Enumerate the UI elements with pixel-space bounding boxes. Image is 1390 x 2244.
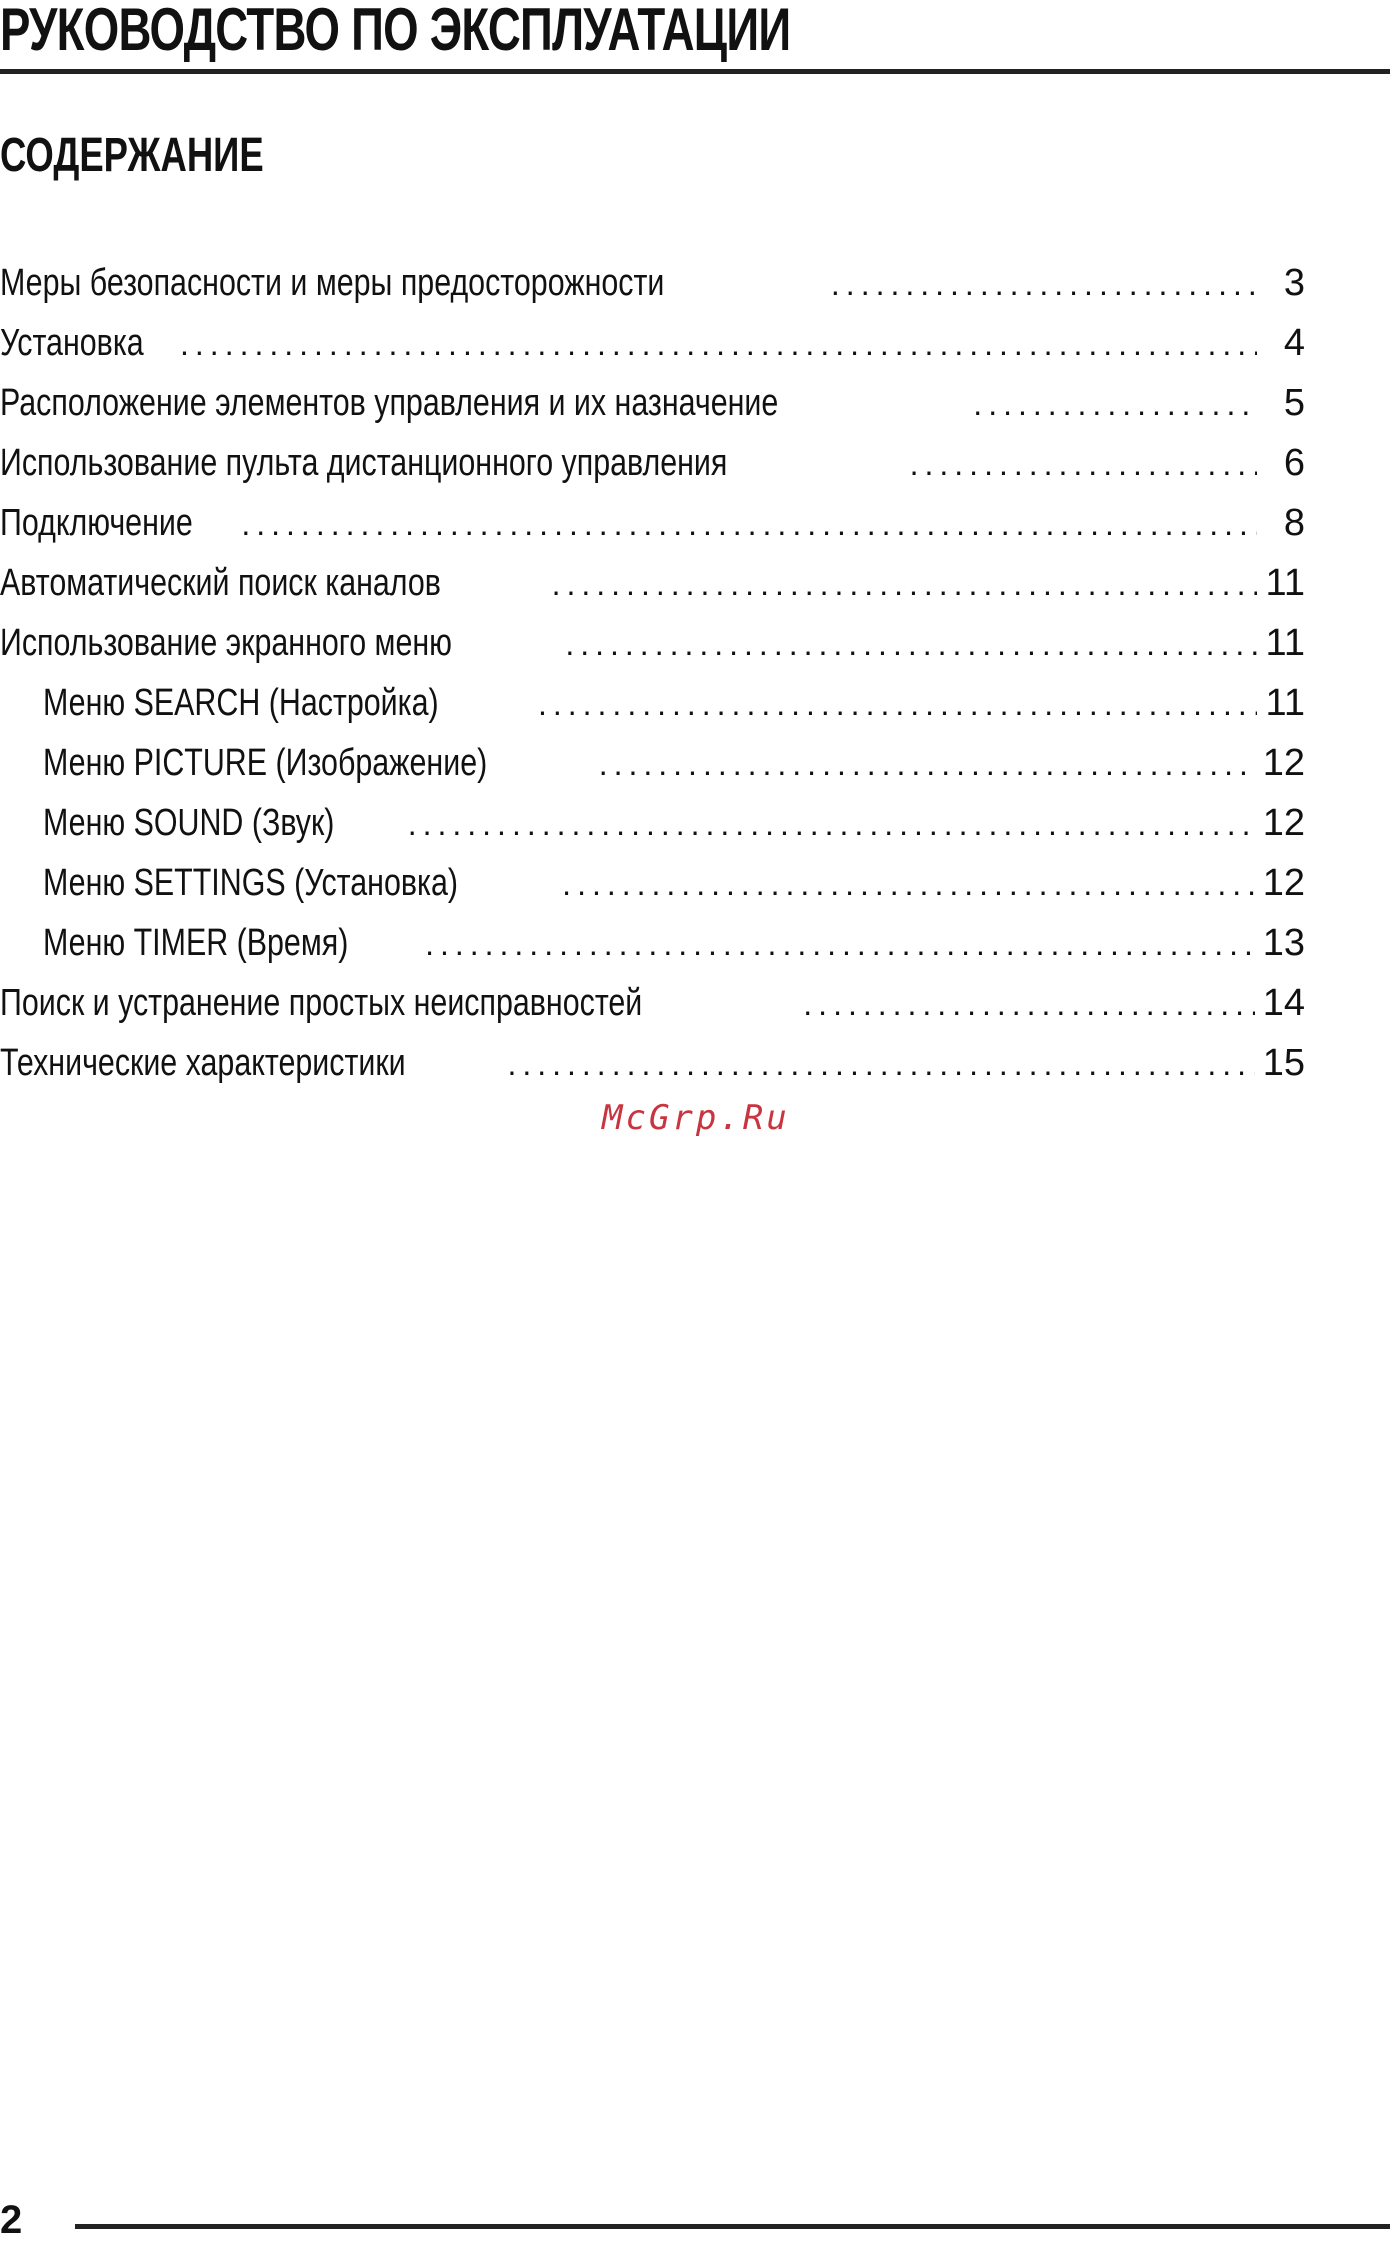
- toc-entry-page: 12: [1262, 742, 1305, 784]
- toc-entry-label: Меню SOUND (Звук): [43, 802, 335, 844]
- contents-heading: СОДЕРЖАНИЕ: [0, 129, 264, 182]
- dot-leader: [599, 734, 1255, 794]
- dot-leader: [973, 374, 1257, 434]
- toc-entry-sound-menu[interactable]: [0, 793, 1305, 853]
- toc-entry-settings-menu[interactable]: [0, 853, 1305, 913]
- toc-entry-label: Поиск и устранение простых неисправностей: [0, 982, 643, 1024]
- toc-entry-connection[interactable]: [0, 493, 1305, 553]
- toc-entry-label: Меню SEARCH (Настройка): [43, 682, 439, 724]
- dot-leader: [831, 254, 1257, 314]
- toc-entry-label: Технические характеристики: [0, 1042, 406, 1084]
- watermark-text: McGrp.Ru: [602, 1098, 790, 1138]
- dot-leader: [562, 854, 1255, 914]
- toc-entry-page: 11: [1265, 562, 1305, 604]
- footer-divider: [75, 2224, 1390, 2229]
- toc-entry-page: 6: [1283, 442, 1305, 484]
- document-title: РУКОВОДСТВО ПО ЭКСПЛУАТАЦИИ: [0, 0, 791, 63]
- dot-leader: [241, 494, 1257, 554]
- toc-entry-page: 13: [1262, 922, 1305, 964]
- toc-entry-specifications[interactable]: [0, 1033, 1305, 1093]
- toc-entry-label: Установка: [0, 322, 144, 364]
- toc-entry-picture-menu[interactable]: [0, 733, 1305, 793]
- toc-entry-controls[interactable]: [0, 373, 1305, 433]
- toc-entry-label: Меню PICTURE (Изображение): [43, 742, 488, 784]
- toc-entry-page: 15: [1262, 1042, 1305, 1084]
- toc-entry-label: Использование пульта дистанционного управления: [0, 442, 728, 484]
- toc-entry-label: Меню TIMER (Время): [43, 922, 349, 964]
- toc-entry-page: 12: [1262, 862, 1305, 904]
- toc-entry-installation[interactable]: [0, 313, 1305, 373]
- dot-leader: [538, 674, 1257, 734]
- table-of-contents: [0, 253, 1305, 1093]
- toc-entry-timer-menu[interactable]: [0, 913, 1305, 973]
- page-number: 2: [0, 2198, 23, 2242]
- dot-leader: [507, 1034, 1254, 1094]
- toc-entry-auto-search[interactable]: [0, 553, 1305, 613]
- dot-leader: [425, 914, 1255, 974]
- toc-entry-page: 12: [1262, 802, 1305, 844]
- title-divider: [0, 69, 1390, 74]
- toc-entry-page: 5: [1283, 382, 1305, 424]
- dot-leader: [565, 614, 1257, 674]
- toc-entry-page: 3: [1283, 262, 1305, 304]
- toc-entry-page: 14: [1262, 982, 1305, 1024]
- toc-entry-label: Использование экранного меню: [0, 622, 452, 664]
- dot-leader: [408, 794, 1255, 854]
- toc-entry-osd-menu[interactable]: [0, 613, 1305, 673]
- toc-entry-label: Подключение: [0, 502, 193, 544]
- toc-entry-page: 8: [1283, 502, 1305, 544]
- toc-entry-page: 11: [1265, 622, 1305, 664]
- toc-entry-label: Меню SETTINGS (Установка): [43, 862, 459, 904]
- toc-entry-safety[interactable]: [0, 253, 1305, 313]
- toc-entry-page: 11: [1265, 682, 1305, 724]
- toc-entry-remote-control[interactable]: [0, 433, 1305, 493]
- dot-leader: [180, 314, 1257, 374]
- toc-entry-label: Меры безопасности и меры предосторожности: [0, 262, 665, 304]
- toc-entry-troubleshooting[interactable]: [0, 973, 1305, 1033]
- dot-leader: [552, 554, 1257, 614]
- dot-leader: [910, 434, 1257, 494]
- toc-entry-search-menu[interactable]: [0, 673, 1305, 733]
- toc-entry-page: 4: [1283, 322, 1305, 364]
- toc-entry-label: Расположение элементов управления и их назначение: [0, 382, 779, 424]
- dot-leader: [803, 974, 1254, 1034]
- toc-entry-label: Автоматический поиск каналов: [0, 562, 441, 604]
